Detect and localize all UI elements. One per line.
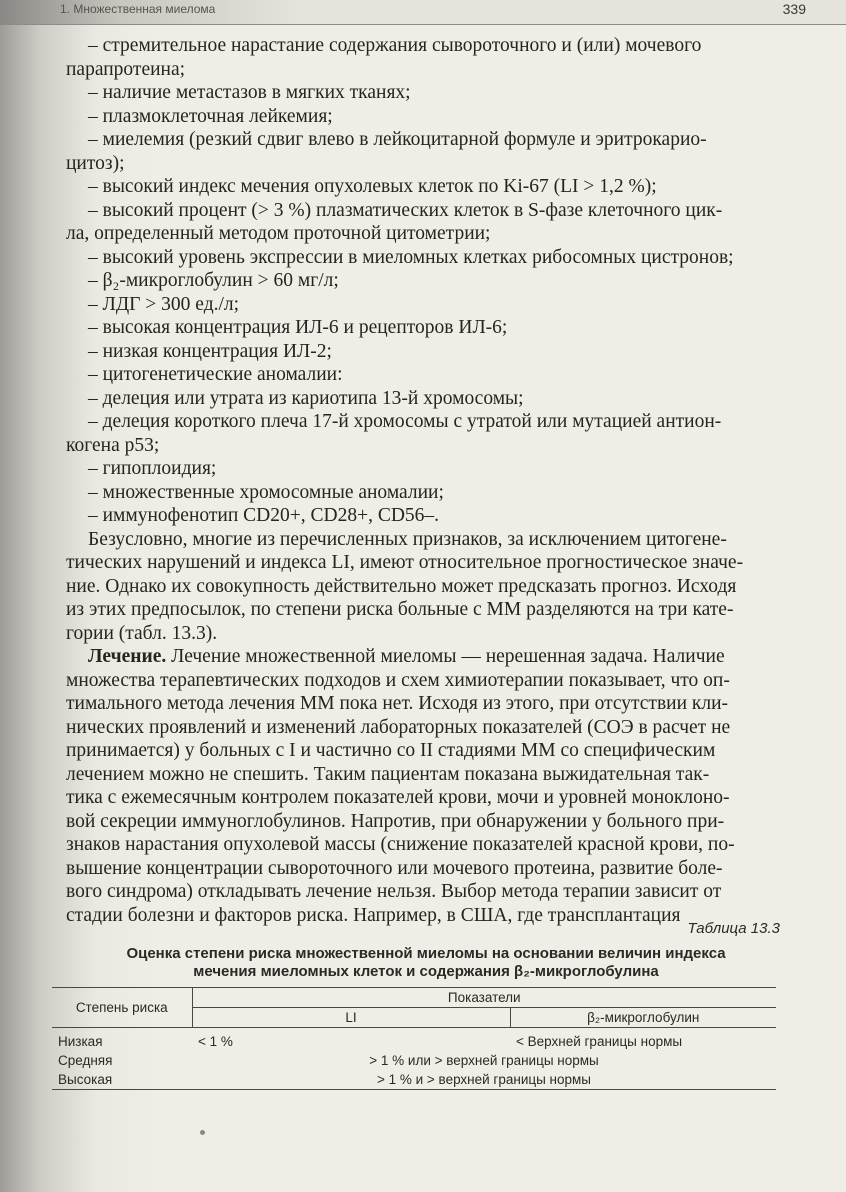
table-title-line: мечения миеломных клеток и содержания β₂-микроглобулина — [193, 963, 659, 980]
table-title-line: Оценка степени риска множественной миеломы на основании величин индекса — [126, 945, 726, 962]
running-title: 1. Множественная миелома — [60, 2, 216, 16]
risk-table — [52, 987, 776, 1090]
paragraph-line: лечением можно не спешить. Таким пациентам показана выжидательная так- — [66, 763, 710, 785]
list-item: – гипоплоидия; — [88, 458, 217, 479]
paragraph-line: Лечение множественной миеломы — нерешенная задача. Наличие — [166, 646, 725, 667]
paragraph-line: тимального метода лечения ММ пока нет. Исходя из этого, при отсутствии кли- — [66, 693, 729, 714]
paragraph-line: гории (табл. 13.3). — [66, 622, 218, 644]
combined-cell: > 1 % или > верхней границы нормы — [369, 1053, 599, 1068]
list-item: – плазмоклеточная лейкемия; — [88, 105, 333, 127]
col-header-risk: Степень риска — [52, 988, 192, 1028]
list-item-continuation: когена p53; — [66, 434, 160, 456]
risk-cell: Высокая — [52, 1070, 192, 1090]
table-row — [52, 1051, 776, 1070]
list-item: – иммунофенотип CD20+, CD28+, CD56–. — [88, 505, 440, 526]
risk-cell: Средняя — [58, 1053, 113, 1068]
list-item: – высокий индекс мечения опухолевых клеток по Ki-67 (LI > 1,2 %); — [88, 176, 657, 197]
paragraph-line: вого синдрома) откладывать лечение нельзя. Выбор метода терапии зависит от — [66, 881, 722, 902]
list-item-continuation: парапротеина; — [66, 58, 186, 80]
paragraph-line: множества терапевтических подходов и схем химиотерапии показывает, что оп- — [66, 669, 730, 691]
paragraph-line: Безусловно, многие из перечисленных признаков, за исключением цитогене- — [88, 528, 727, 550]
list-item: – наличие метастазов в мягких тканях; — [88, 82, 411, 103]
risk-cell: Низкая — [58, 1034, 103, 1049]
running-header — [0, 0, 846, 25]
paragraph-line: принимается) у больных с I и частично со II стадиями ММ со специфическим — [66, 740, 716, 761]
col-header-group: Показатели — [192, 988, 776, 1008]
treatment-first-line — [66, 645, 782, 669]
body-text — [66, 34, 782, 927]
table-label: Таблица 13.3 — [687, 920, 780, 937]
col-header-li: LI — [192, 1008, 510, 1028]
list-item: – делеция короткого плеча 17-й хромосомы с утратой или мутацией антион- — [88, 411, 722, 432]
list-item: – низкая концентрация ИЛ-2; — [88, 340, 332, 362]
list-item: – ЛДГ > 300 ед./л; — [88, 293, 240, 315]
table-row — [52, 1028, 776, 1052]
list-item: – высокий процент (> 3 %) плазматических клеток в S-фазе клеточного цик- — [88, 199, 723, 221]
b2m-cell: < Верхней границы нормы — [516, 1034, 683, 1049]
list-item-continuation: ла, определенный методом проточной цитометрии; — [66, 223, 491, 244]
list-item: – множественные хромосомные аномалии; — [88, 481, 444, 503]
paragraph-line: вой секреции иммуноглобулинов. Напротив, при обнаружении у больного при- — [66, 810, 725, 832]
list-item: – стремительное нарастание содержания сывороточного и (или) мочевого — [88, 35, 702, 56]
page-number: 339 — [782, 1, 806, 17]
list-item: – высокая концентрация ИЛ-6 и рецепторов ИЛ-6; — [88, 317, 508, 338]
paragraph-line: знаков нарастания опухолевой массы (снижение показателей красной крови, по- — [66, 834, 735, 855]
paragraph-line: тических нарушений и индекса LI, имеют относительное прогностическое значе- — [66, 552, 744, 573]
paragraph-line: тика с ежемесячным контролем показателей крови, мочи и уровней моноклоно- — [66, 787, 730, 808]
paragraph-line: вышение концентрации сывороточного или мочевого протеина, развитие боле- — [66, 857, 723, 879]
paragraph-line: из этих предпосылок, по степени риска больные с ММ разделяются на три кате- — [66, 599, 734, 620]
paragraph-line: ние. Однако их совокупность действительно может предсказать прогноз. Исходя — [66, 575, 737, 597]
li-cell: < 1 % — [198, 1034, 233, 1049]
list-item: – высокий уровень экспрессии в миеломных клетках рибосомных цистронов; — [88, 246, 734, 268]
list-item: – делеция или утрата из кариотипа 13-й хромосомы; — [88, 387, 524, 409]
list-item: – β₂-микроглобулин > 60 мг/л; — [88, 270, 339, 291]
list-item: – цитогенетические аномалии: — [88, 364, 343, 385]
paragraph-line: стадии болезни и факторов риска. Например, в США, где трансплантация — [66, 904, 681, 926]
table-row — [52, 1070, 776, 1090]
col-header-b2m: β₂-микроглобулин — [510, 1008, 776, 1028]
list-item: – миелемия (резкий сдвиг влево в лейкоцитарной формуле и эритрокарио- — [88, 129, 707, 150]
list-item-continuation: цитоз); — [66, 152, 125, 174]
print-speck — [200, 1130, 205, 1135]
paragraph-line: нических проявлений и изменений лабораторных показателей (СОЭ в расчет не — [66, 716, 731, 738]
treatment-heading: Лечение. — [88, 646, 167, 667]
table-title — [70, 945, 782, 981]
combined-cell: > 1 % и > верхней границы нормы — [192, 1070, 776, 1090]
